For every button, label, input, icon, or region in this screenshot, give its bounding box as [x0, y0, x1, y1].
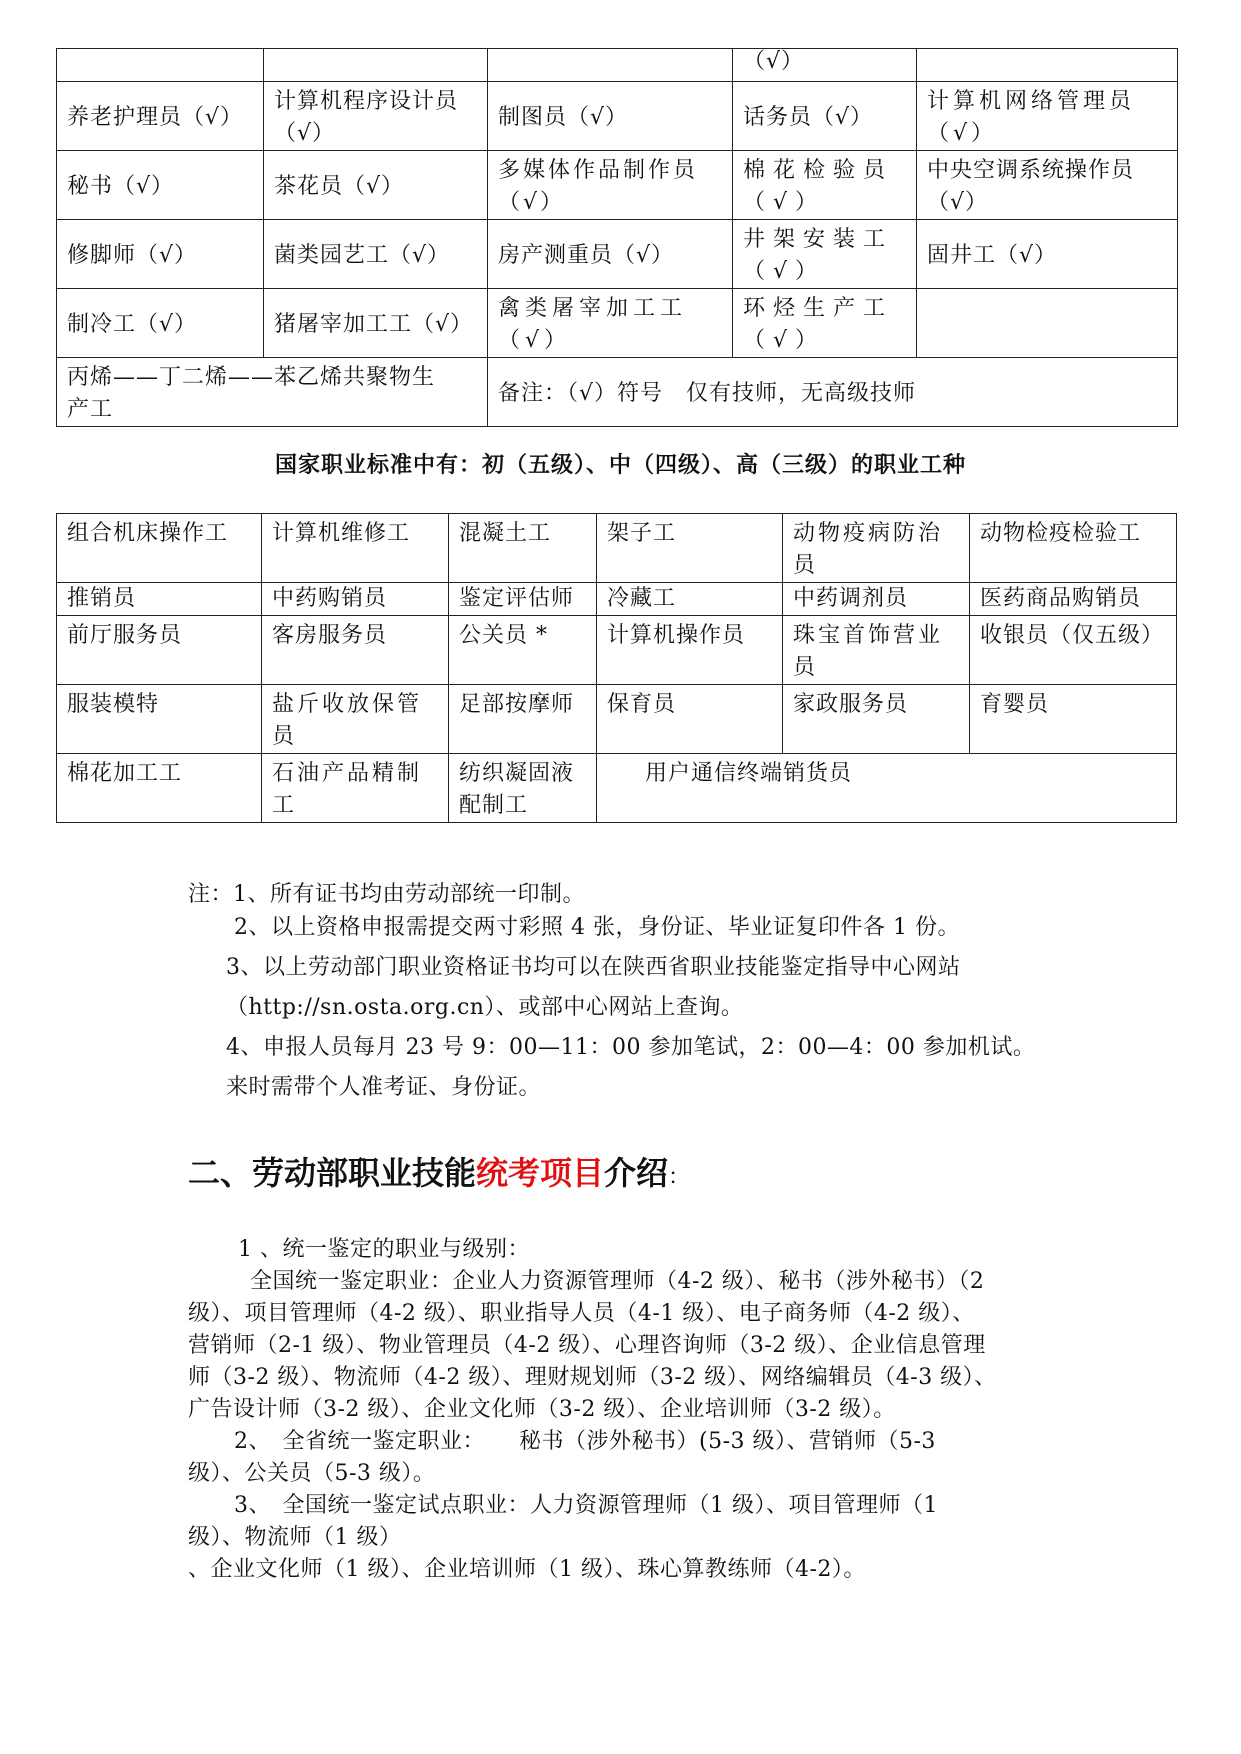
table-cell: 用户通信终端销货员 — [597, 754, 1177, 823]
table-cell — [57, 49, 264, 82]
note-line-6: 来时需带个人准考证、身份证。 — [226, 1075, 542, 1100]
table-cell: 茶花员（√） — [264, 151, 488, 220]
table-cell: 修脚师（√） — [57, 220, 264, 289]
section-heading-text-end: 介绍 — [604, 1154, 669, 1192]
section-heading — [188, 1148, 690, 1194]
table-cell: （√） — [733, 49, 917, 82]
table-cell: 猪屠宰加工工（√） — [264, 289, 488, 358]
note-line-2: 2、以上资格申报需提交两寸彩照 4 张，身份证、毕业证复印件各 1 份。 — [234, 915, 960, 940]
body-line: 2、 全省统一鉴定职业： 秘书（涉外秘书）(5-3 级）、营销师（5-3 — [234, 1429, 936, 1454]
table-cell: 架子工 — [597, 514, 783, 583]
table-cell: 纺织凝固液配制工 — [449, 754, 597, 823]
table-row — [57, 49, 1178, 82]
table-cell: 环烃生产工（√） — [733, 289, 917, 358]
table-cell — [488, 49, 733, 82]
section-heading-colon: ： — [668, 1165, 691, 1190]
table-note: 备注：（√）符号 仅有技师，无高级技师 — [488, 358, 1178, 427]
table-row — [57, 754, 1177, 823]
note-line-3: 3、以上劳动部门职业资格证书均可以在陕西省职业技能鉴定指导中心网站 — [226, 955, 961, 980]
table-cell: 推销员 — [57, 583, 262, 616]
table-cell: 棉花加工工 — [57, 754, 262, 823]
table-cell: 制冷工（√） — [57, 289, 264, 358]
table-cell: 珠宝首饰营业员 — [783, 616, 970, 685]
table-row — [57, 685, 1177, 754]
body-line: 级）、项目管理师（4-2 级）、职业指导人员（4-1 级）、电子商务师（4-2 级）、 — [188, 1301, 975, 1326]
table-cell — [264, 49, 488, 82]
table-cell: 丙烯——丁二烯——苯乙烯共聚物生产工 — [57, 358, 488, 427]
table-cell: 石油产品精制工 — [262, 754, 449, 823]
occupation-table-levels — [56, 513, 1177, 823]
table-cell: 中央空调系统操作员（√） — [917, 151, 1178, 220]
table-row — [57, 616, 1177, 685]
note-line-5: 4、申报人员每月 23 号 9：00—11：00 参加笔试，2：00—4：00 参加机试。 — [226, 1035, 1036, 1060]
table-cell: 动物疫病防治员 — [783, 514, 970, 583]
body-line: 级）、公关员（5-3 级）。 — [188, 1461, 436, 1486]
table-cell: 前厅服务员 — [57, 616, 262, 685]
table-cell: 制图员（√） — [488, 82, 733, 151]
table-cell: 盐斤收放保管员 — [262, 685, 449, 754]
table-cell: 秘书（√） — [57, 151, 264, 220]
table-cell: 动物检疫检验工 — [970, 514, 1177, 583]
table-cell — [917, 49, 1178, 82]
table-cell: 棉花检验员（√） — [733, 151, 917, 220]
table-cell: 固井工（√） — [917, 220, 1178, 289]
table-cell: 客房服务员 — [262, 616, 449, 685]
table-cell: 禽类屠宰加工工（√） — [488, 289, 733, 358]
body-line: 营销师（2-1 级）、物业管理员（4-2 级）、心理咨询师（3-2 级）、企业信息管理 — [188, 1333, 986, 1358]
body-line: 3、 全国统一鉴定试点职业：人力资源管理师（1 级）、项目管理师（1 — [234, 1493, 938, 1518]
table-cell: 计算机操作员 — [597, 616, 783, 685]
table-cell: 计算机网络管理员（√） — [917, 82, 1178, 151]
table-cell: 井架安装工（√） — [733, 220, 917, 289]
table-cell: 服装模特 — [57, 685, 262, 754]
note-line-4: （http://sn.osta.org.cn）、或部中心网站上查询。 — [226, 995, 744, 1020]
table-cell: 菌类园艺工（√） — [264, 220, 488, 289]
note-line-1: 注：1、所有证书均由劳动部统一印制。 — [188, 882, 585, 907]
table-cell: 中药购销员 — [262, 583, 449, 616]
table-row — [57, 289, 1178, 358]
body-line: 、企业文化师（1 级）、企业培训师（1 级）、珠心算教练师（4-2）。 — [188, 1557, 866, 1582]
table-cell — [917, 289, 1178, 358]
table-cell: 鉴定评估师 — [449, 583, 597, 616]
body-line: 师（3-2 级）、物流师（4-2 级）、理财规划师（3-2 级）、网络编辑员（4-3 级）、 — [188, 1365, 997, 1390]
table-cell: 中药调剂员 — [783, 583, 970, 616]
body-line: 1 、统一鉴定的职业与级别： — [238, 1237, 530, 1262]
table-cell: 育婴员 — [970, 685, 1177, 754]
table-cell: 计算机维修工 — [262, 514, 449, 583]
body-line: 广告设计师（3-2 级）、企业文化师（3-2 级）、企业培训师（3-2 级）。 — [188, 1397, 896, 1422]
body-line: 级）、物流师（1 级） — [188, 1525, 402, 1550]
table-row — [57, 151, 1178, 220]
table-cell: 房产测重员（√） — [488, 220, 733, 289]
table-row — [57, 514, 1177, 583]
table-cell: 公关员 * — [449, 616, 597, 685]
table-cell: 计算机程序设计员（√） — [264, 82, 488, 151]
table-row — [57, 220, 1178, 289]
table-cell: 多媒体作品制作员（√） — [488, 151, 733, 220]
table-cell: 收银员（仅五级） — [970, 616, 1177, 685]
table-cell: 保育员 — [597, 685, 783, 754]
body-line: 全国统一鉴定职业：企业人力资源管理师（4-2 级）、秘书（涉外秘书）（2 — [250, 1269, 985, 1294]
table-cell: 养老护理员（√） — [57, 82, 264, 151]
table-cell: 足部按摩师 — [449, 685, 597, 754]
table-title: 国家职业标准中有：初（五级）、中（四级）、高（三级）的职业工种 — [274, 452, 966, 478]
occupation-table-technician — [56, 48, 1178, 427]
table-row — [57, 82, 1178, 151]
table-cell: 冷藏工 — [597, 583, 783, 616]
table-cell: 混凝土工 — [449, 514, 597, 583]
table-cell: 家政服务员 — [783, 685, 970, 754]
table-cell: 话务员（√） — [733, 82, 917, 151]
table-cell: 组合机床操作工 — [57, 514, 262, 583]
section-heading-text: 二、劳动部职业技能 — [188, 1154, 477, 1192]
table-row — [57, 358, 1178, 427]
table-cell: 医药商品购销员 — [970, 583, 1177, 616]
section-heading-highlight: 统考项目 — [476, 1154, 605, 1192]
table-row — [57, 583, 1177, 616]
